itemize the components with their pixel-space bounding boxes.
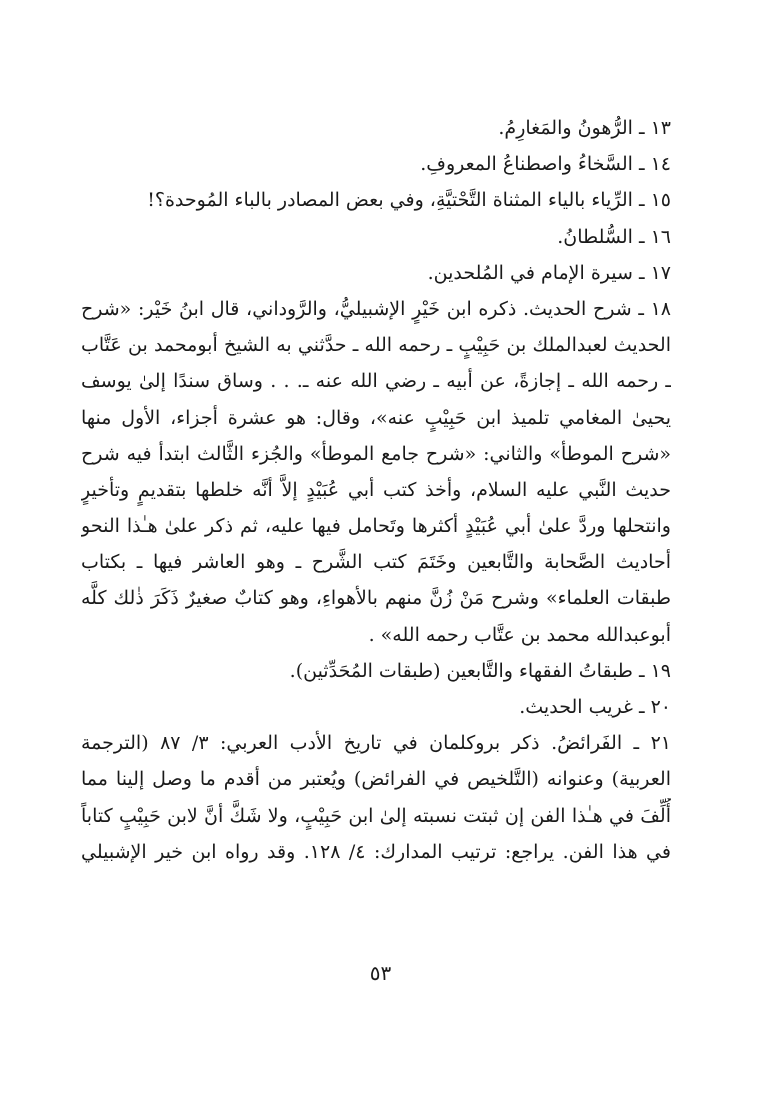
text-line-18e: «شرح الموطأ» والثاني: «شرح جامع الموطأ» والجُزء الثَّالث ابتدأ فيه شرح [81,442,671,465]
text-line-13: ١٣ ـ الرُّهونُ والمَغارِمُ. [498,117,671,139]
text-line-18h: أحاديث الصَّحابة والتَّابعين وخَتَمَ كتب الشَّرح ـ وهو العاشر فيها ـ بكتاب [81,551,671,574]
text-line-18g: وانتحلها وردَّ علىٰ أبي عُبَيْدٍ أكثرها وتَحامل فيها عليه، ثم ذكر علىٰ هـٰذا النحو [81,515,671,538]
text-line-18i: طبقات العلماء» وشرح مَنْ زُنَّ منهم بالأهواءِ، وهو كتابٌ صغيرٌ ذَكَرَ ذٰلك كلَّه [81,587,671,610]
text-line-18a: ١٨ ـ شرح الحديث. ذكره ابن خَيْرٍ الإشبيليُّ، والرَّوداني، قال ابنُ خَيْر: «شرح [81,297,671,320]
text-line-20: ٢٠ ـ غريب الحديث. [519,696,671,718]
text-line-18b: الحديث لعبدالملك بن حَبِيْبٍ ـ رحمه الله ـ حدَّثني به الشيخ أبومحمد بن عَتَّاب [81,334,671,357]
text-line-19: ١٩ ـ طبقاتُ الفقهاء والتَّابعين (طبقات المُحَدِّثين). [289,659,671,682]
text-line-17: ١٧ ـ سيرة الإمام في المُلحدين. [427,261,671,284]
text-line-21d: في هذا الفن. يراجع: ترتيب المدارك: ٤/ ١٢٨. وقد رواه ابن خير الإشبيلي [81,840,671,863]
text-line-14: ١٤ ـ السَّخاءُ واصطناعُ المعروفِ. [420,153,671,176]
text-line-16: ١٦ ـ السُّلطانُ. [557,225,671,248]
text-line-21a: ٢١ ـ الفَرائضُ. ذكر بروكلمان في تاريخ الأدب العربي: ٣/ ٨٧ (الترجمة [81,732,671,755]
text-line-18j: أبوعبدالله محمد بن عتَّاب رحمه الله» . [368,623,671,646]
body-text [81,110,671,870]
text-line-18f: حديث النَّبي عليه السلام، وأخذ كتب أبي عُبَيْدٍ إلاَّ أنَّه خلطها بتقديمٍ وتأخيرٍ [81,478,671,501]
text-line-21c: أُلِّفَ في هـٰذا الفن إن ثبتت نسبته إلىٰ ابن حَبِيْبٍ، ولا شَكَّ أنَّ لابن حَبِيْبٍ كتاباً [81,804,671,827]
text-line-18c: ـ رحمه الله ـ إجازةً، عن أبيه ـ رضي الله عنه ـ. . . وساق سندًا إلىٰ يوسف [81,370,671,393]
text-line-21b: العربية) وعنوانه (التَّلخيص في الفرائض) ويُعتبر من أقدم ما وصل إلينا مما [81,768,671,791]
page-number: ٥٣ [369,961,392,985]
text-line-18d: يحيىٰ المغامي تلميذ ابن حَبِيْبٍ عنه»، وقال: هو عشرة أجزاء، الأول منها [81,406,671,429]
text-line-15: ١٥ ـ الرِّياء بالياء المثناة التَّحْتيَّةِ، وفي بعض المصادر بالباء المُوحدة؟! [147,189,671,212]
